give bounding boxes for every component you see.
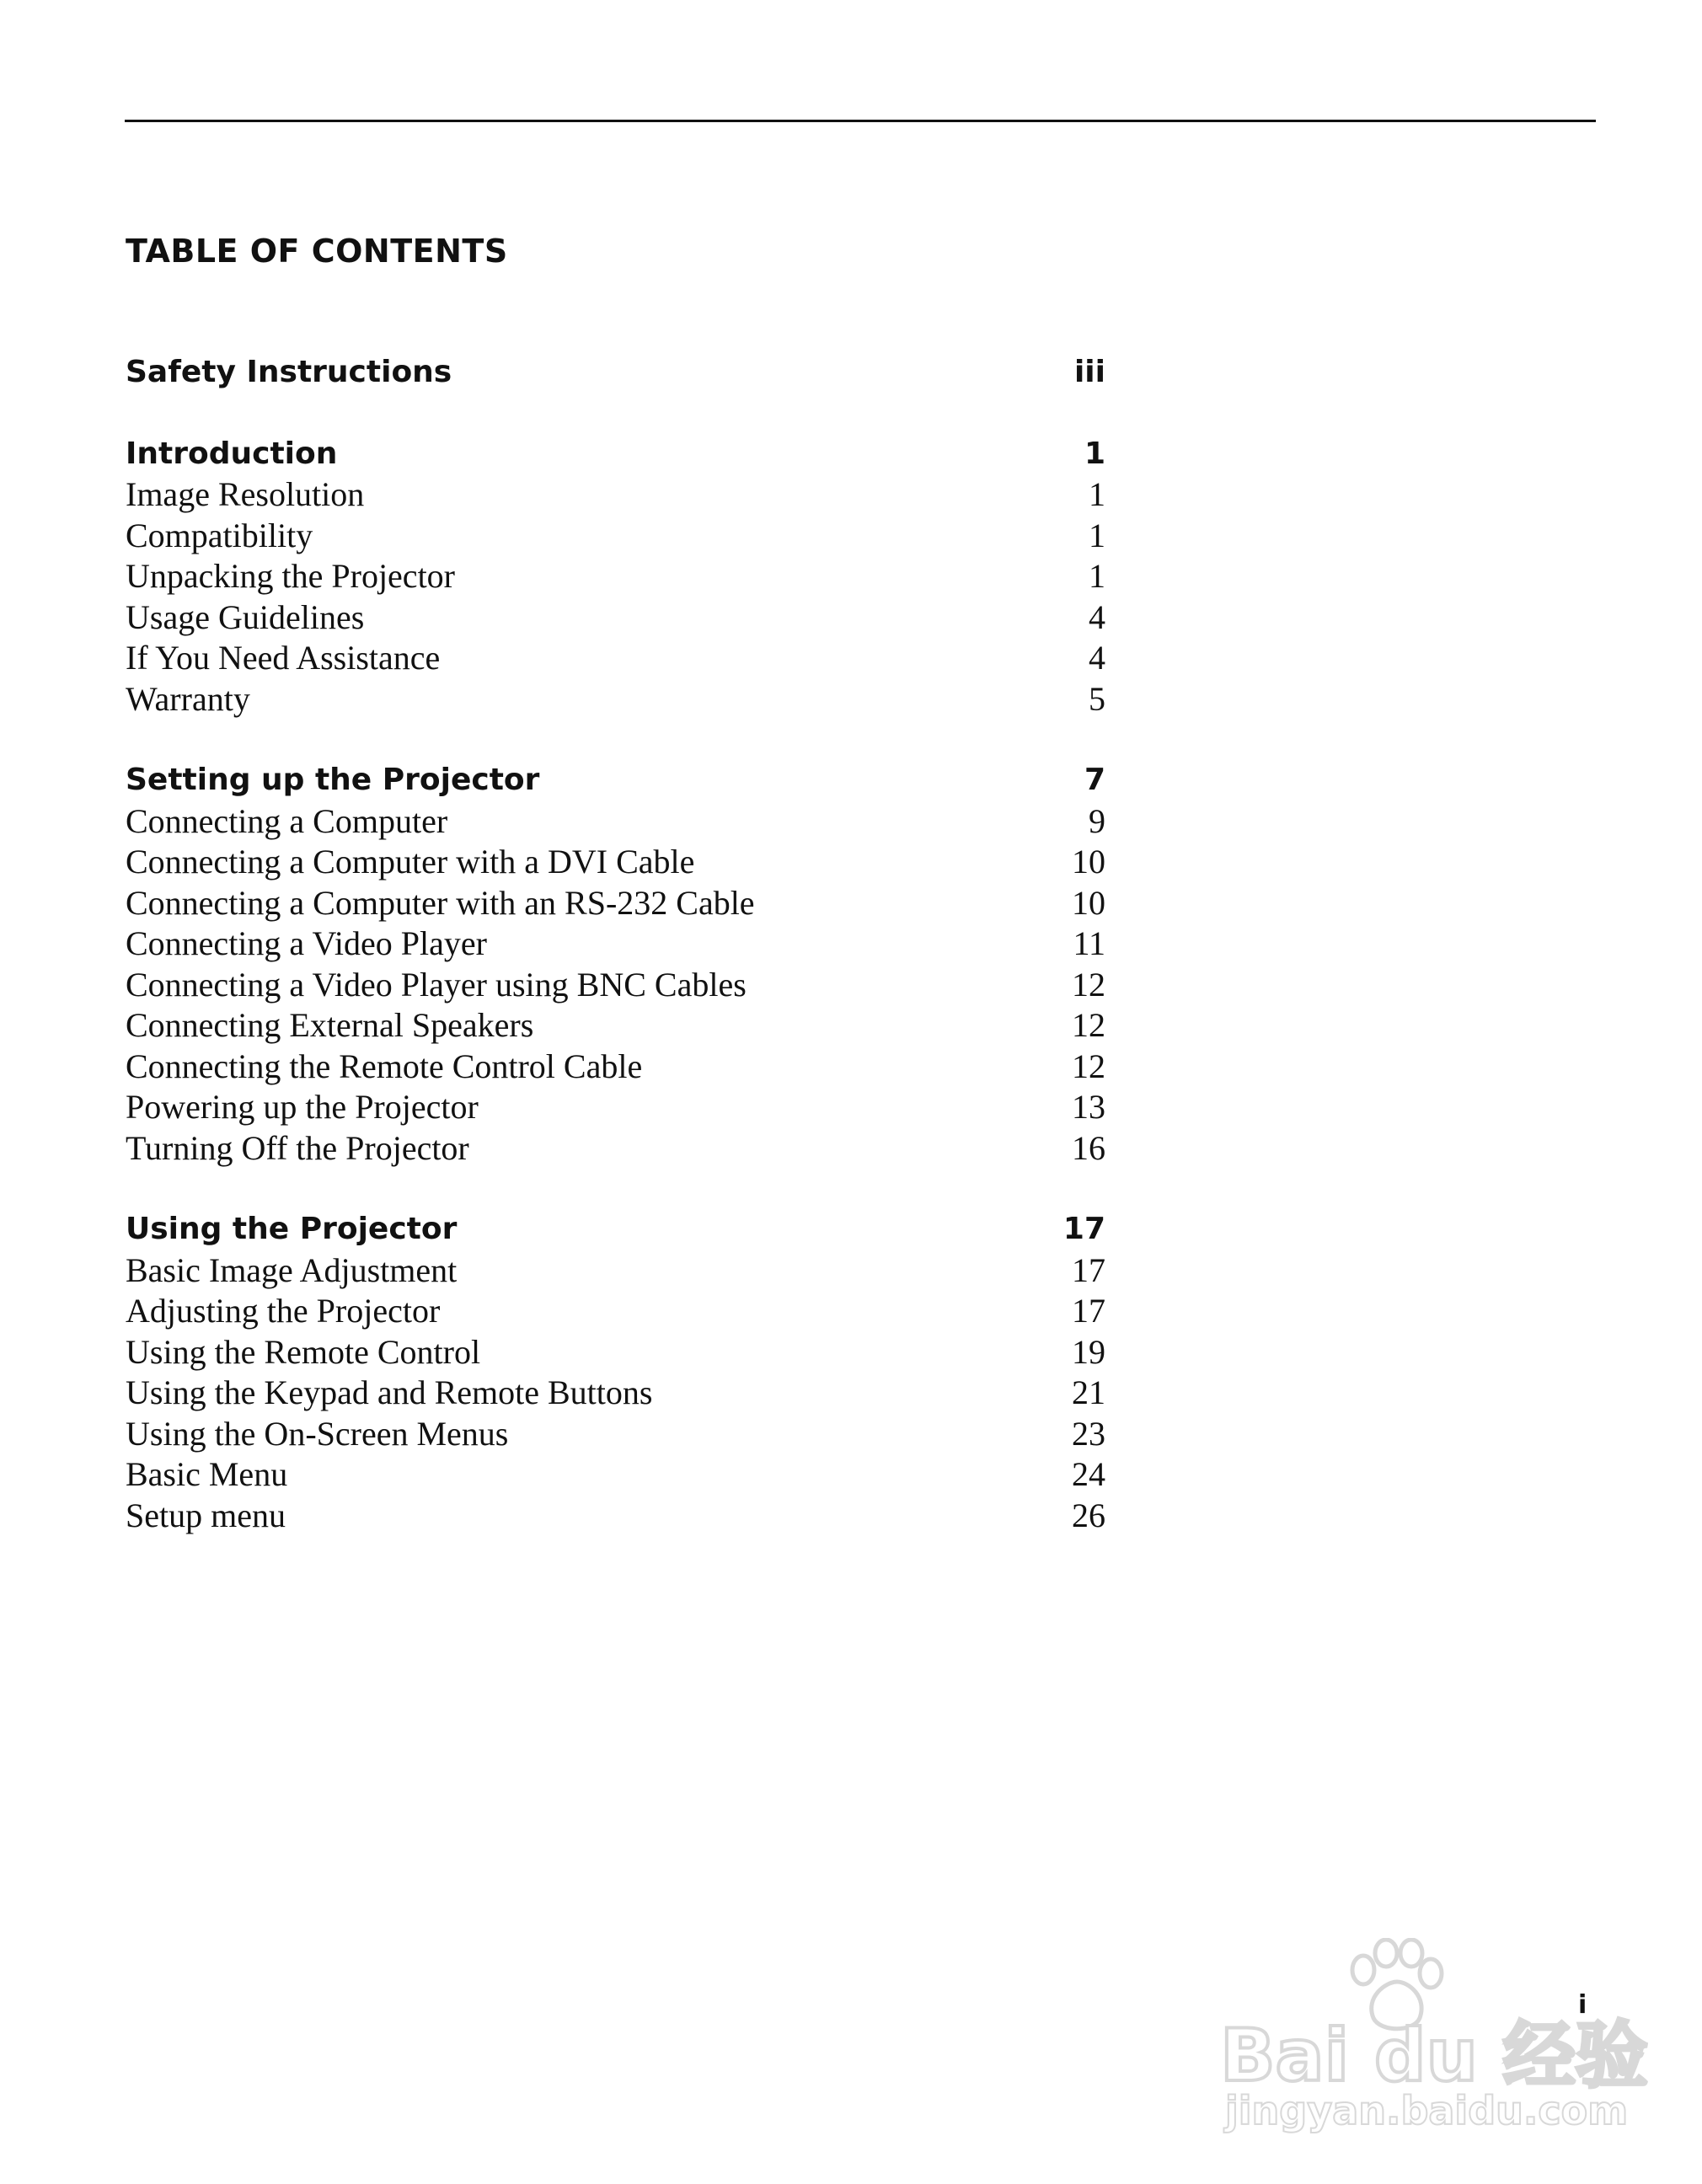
toc-entry-row[interactable] bbox=[126, 597, 1105, 639]
toc-entry-page: 1 bbox=[1089, 557, 1105, 595]
toc-entry-row[interactable] bbox=[126, 1454, 1105, 1496]
toc-entry-page: 4 bbox=[1089, 597, 1105, 636]
toc-entry-row[interactable] bbox=[126, 638, 1105, 679]
toc-entry-row[interactable] bbox=[126, 679, 1105, 720]
toc-entry-row[interactable] bbox=[126, 1373, 1105, 1414]
toc-entry-row[interactable] bbox=[126, 1005, 1105, 1046]
toc-entry-page: 10 bbox=[1072, 883, 1105, 922]
toc-entry-row[interactable] bbox=[126, 1332, 1105, 1373]
toc-entry-page: 17 bbox=[1072, 1250, 1105, 1289]
toc-entry-page: 11 bbox=[1073, 924, 1105, 962]
toc-entry-row[interactable] bbox=[126, 1087, 1105, 1128]
toc-heading-page: 1 bbox=[1084, 436, 1105, 471]
toc-entry-label: Connecting External Speakers bbox=[126, 1006, 534, 1044]
toc-entry-row[interactable] bbox=[126, 474, 1105, 516]
baidu-watermark bbox=[1213, 1938, 1648, 2140]
toc-entry-label: Compatibility bbox=[126, 516, 313, 554]
toc-entry-page: 21 bbox=[1072, 1373, 1105, 1411]
toc-entry-row[interactable] bbox=[126, 801, 1105, 843]
toc-entry-page: 1 bbox=[1089, 516, 1105, 554]
toc-entry-page: 5 bbox=[1089, 679, 1105, 718]
toc-section-safety bbox=[126, 352, 1105, 393]
toc-entry-row[interactable] bbox=[126, 1496, 1105, 1537]
toc-entry-page: 4 bbox=[1089, 639, 1105, 677]
toc-entry-row[interactable] bbox=[126, 556, 1105, 597]
page-number: i bbox=[1578, 1990, 1587, 2020]
toc-entry-row[interactable] bbox=[126, 516, 1105, 557]
toc-entry-page: 23 bbox=[1072, 1414, 1105, 1453]
toc-entry-label: Connecting a Computer bbox=[126, 801, 448, 840]
toc-heading-page: 17 bbox=[1062, 1212, 1105, 1246]
toc-entry-page: 19 bbox=[1072, 1332, 1105, 1371]
toc-entry-page: 24 bbox=[1072, 1455, 1105, 1493]
toc-entry-label: Image Resolution bbox=[126, 475, 365, 513]
toc-entry-page: 12 bbox=[1072, 1006, 1105, 1044]
toc-entry-label: Using the On-Screen Menus bbox=[126, 1414, 509, 1453]
toc-entry-row[interactable] bbox=[126, 1250, 1105, 1292]
toc-heading-label: Using the Projector bbox=[126, 1212, 458, 1246]
toc-section-using bbox=[126, 1209, 1105, 1536]
toc-heading-label: Safety Instructions bbox=[126, 355, 452, 389]
toc-heading-label: Introduction bbox=[126, 436, 338, 471]
toc-heading-row[interactable] bbox=[126, 352, 1105, 393]
toc-entry-row[interactable] bbox=[126, 1414, 1105, 1455]
toc-section-setting-up bbox=[126, 760, 1105, 1169]
toc-entry-row[interactable] bbox=[126, 1128, 1105, 1170]
toc-entry-row[interactable] bbox=[126, 1046, 1105, 1088]
toc-entry-label: Setup menu bbox=[126, 1496, 286, 1534]
toc-entry-page: 9 bbox=[1089, 801, 1105, 840]
toc-entry-label: Basic Menu bbox=[126, 1455, 288, 1493]
toc-entry-label: Warranty bbox=[126, 679, 250, 718]
toc-entry-row[interactable] bbox=[126, 965, 1105, 1006]
toc-entry-row[interactable] bbox=[126, 1291, 1105, 1332]
toc-heading-label: Setting up the Projector bbox=[126, 763, 540, 797]
watermark-brand: Bai du 经验 bbox=[1220, 2014, 1648, 2098]
table-of-contents bbox=[126, 352, 1105, 1576]
toc-entry-page: 12 bbox=[1072, 1046, 1105, 1085]
toc-entry-label: Turning Off the Projector bbox=[126, 1128, 469, 1167]
toc-heading-row[interactable] bbox=[126, 1209, 1105, 1250]
toc-entry-row[interactable] bbox=[126, 842, 1105, 883]
toc-entry-label: Basic Image Adjustment bbox=[126, 1250, 458, 1289]
toc-entry-page: 12 bbox=[1072, 965, 1105, 1004]
toc-entry-row[interactable] bbox=[126, 923, 1105, 965]
toc-entry-page: 26 bbox=[1072, 1496, 1105, 1534]
toc-entry-page: 13 bbox=[1072, 1088, 1105, 1126]
toc-entry-label: Connecting a Computer with an RS-232 Cable bbox=[126, 883, 755, 922]
toc-entry-label: Connecting a Computer with a DVI Cable bbox=[126, 843, 695, 881]
toc-title: TABLE OF CONTENTS bbox=[126, 233, 508, 270]
toc-entry-label: Powering up the Projector bbox=[126, 1088, 479, 1126]
toc-entry-label: If You Need Assistance bbox=[126, 639, 441, 677]
toc-entry-label: Usage Guidelines bbox=[126, 597, 365, 636]
toc-heading-page: 7 bbox=[1084, 763, 1105, 797]
toc-heading-row[interactable] bbox=[126, 760, 1105, 801]
toc-entry-page: 17 bbox=[1072, 1292, 1105, 1330]
watermark-url: jingyan.baidu.com bbox=[1225, 2088, 1629, 2133]
toc-entry-label: Unpacking the Projector bbox=[126, 557, 455, 595]
toc-entry-label: Adjusting the Projector bbox=[126, 1292, 441, 1330]
toc-entry-label: Using the Keypad and Remote Buttons bbox=[126, 1373, 653, 1411]
toc-entry-page: 1 bbox=[1089, 475, 1105, 513]
toc-heading-page: iii bbox=[1073, 355, 1105, 389]
toc-entry-page: 16 bbox=[1072, 1128, 1105, 1167]
header-rule bbox=[125, 120, 1596, 122]
toc-entry-label: Using the Remote Control bbox=[126, 1332, 481, 1371]
toc-section-introduction bbox=[126, 434, 1105, 720]
toc-entry-label: Connecting a Video Player using BNC Cables bbox=[126, 965, 747, 1004]
toc-heading-row[interactable] bbox=[126, 434, 1105, 475]
toc-entry-row[interactable] bbox=[126, 883, 1105, 924]
toc-entry-label: Connecting the Remote Control Cable bbox=[126, 1046, 643, 1085]
toc-entry-page: 10 bbox=[1072, 843, 1105, 881]
toc-entry-label: Connecting a Video Player bbox=[126, 924, 487, 962]
